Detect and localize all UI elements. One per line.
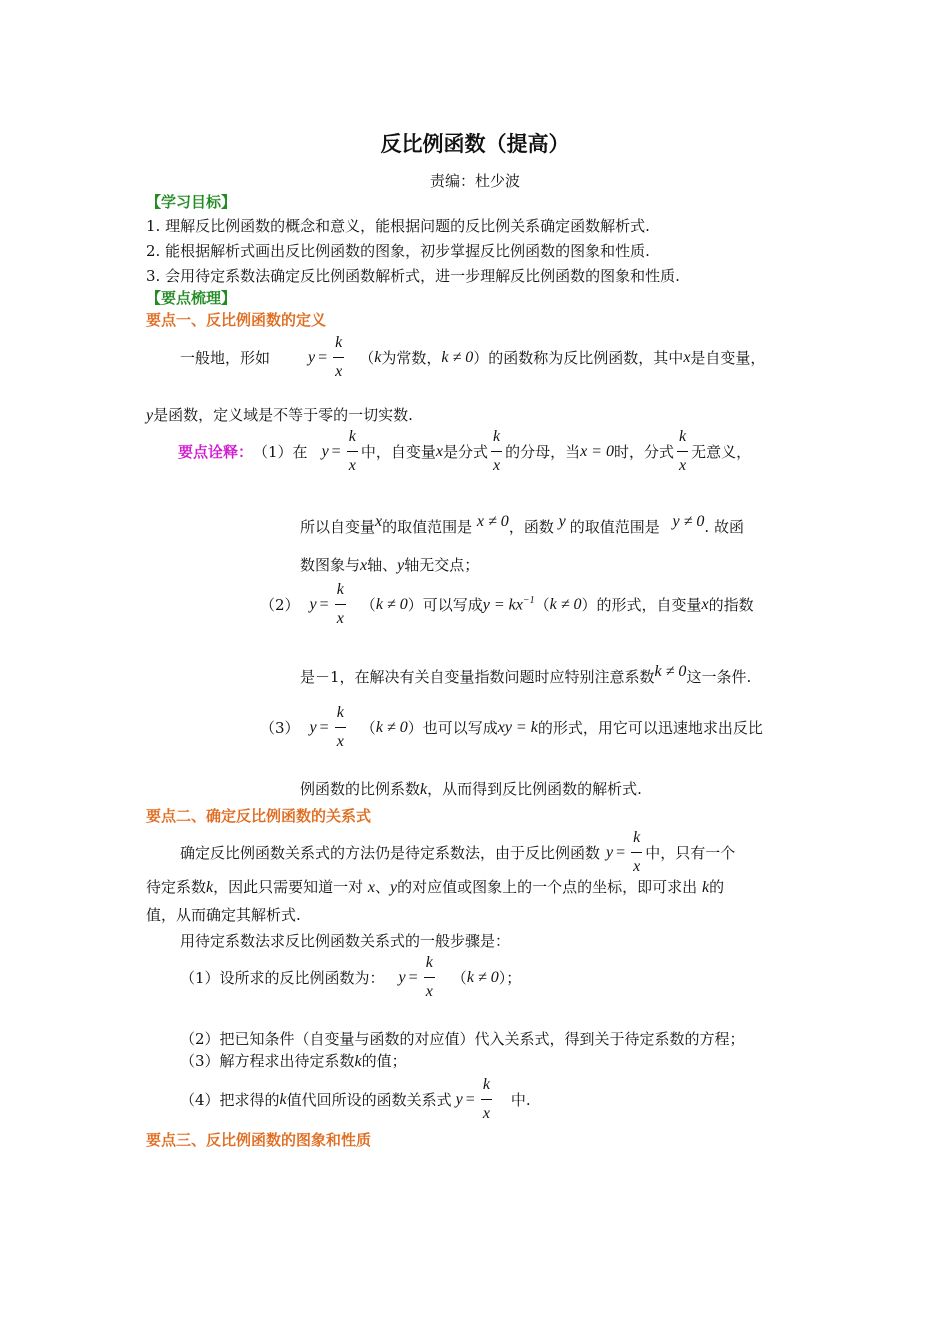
page-title: 反比例函数（提高） <box>380 131 570 156</box>
point3-heading: 要点三、反比例函数的图象和性质 <box>146 1131 372 1149</box>
definition-line-2: y是函数，定义域是不等于零的一切实数. <box>146 406 413 424</box>
step-3: （3）解方程求出待定系数k的值； <box>180 1052 407 1070</box>
note-1-line-1: 要点诠释： （1）在 y = $\frac{k}{x}$ 中，自变量 x 是分式 $\frac{k}{x}$ 的分母，当 x = 0 时，分式 $\frac{k}{x}$ 无意义， <box>178 428 752 475</box>
note-1-line-3: 数图象与x轴、y轴无交点； <box>300 556 480 574</box>
point2-heading: 要点二、确定反比例函数的关系式 <box>146 807 372 825</box>
note-3-line-2: 例函数的比例系数k，从而得到反比例函数的解析式. <box>300 780 642 798</box>
step-4: （4）把求得的 k 值代回所设的函数关系式 y = $\frac{k}{x}$ 中. <box>180 1076 531 1123</box>
step-1: （1）设所求的反比例函数为： y = $\frac{k}{x}$ （ k ≠ 0 ）； <box>180 954 522 1001</box>
summary-heading: 【要点梳理】 <box>146 289 237 307</box>
fraction-k-over-x: $\frac{k}{x}$ <box>335 334 343 381</box>
point2-line-3: 值，从而确定其解析式. <box>146 906 301 924</box>
point1-heading: 要点一、反比例函数的定义 <box>146 311 327 329</box>
note-2-line-2: 是－1，在解决有关自变量指数问题时应特别注意系数k ≠ 0这一条件. <box>300 663 752 686</box>
goals-heading: 【学习目标】 <box>146 193 237 211</box>
goal-item: 3. 会用待定系数法确定反比例函数解析式，进一步理解反比例函数的图象和性质. <box>146 267 680 285</box>
author-line: 责编：杜少波 <box>429 172 520 190</box>
goal-item: 1. 理解反比例函数的概念和意义，能根据问题的反比例关系确定函数解析式. <box>146 217 650 235</box>
goal-item: 2. 能根据解析式画出反比例函数的图象，初步掌握反比例函数的图象和性质. <box>146 242 650 260</box>
note-3-line-1: （3） y = $\frac{k}{x}$ （ k ≠ 0 ）也可以写成 xy = k 的形式，用它可以迅速地求出反比 <box>260 704 763 751</box>
point2-line-2: 待定系数k，因此只需要知道一对 x、y的对应值或图象上的一个点的坐标，即可求出 k的 <box>146 878 725 896</box>
definition-line: 一般地，形如 y = $\frac{k}{x}$ （ k 为常数， k ≠ 0 ）的函数称为反比例函数，其中 x 是自变量， <box>180 334 766 381</box>
step-2: （2）把已知条件（自变量与函数的对应值）代入关系式，得到关于待定系数的方程； <box>180 1030 745 1048</box>
point2-line-1: 确定反比例函数关系式的方法仍是待定系数法，由于反比例函数 y = $\frac{k}{x}$ 中，只有一个 <box>180 829 736 876</box>
point2-line-4: 用待定系数法求反比例函数关系式的一般步骤是： <box>180 932 511 950</box>
note-1-line-2: 所以自变量x的取值范围是 x ≠ 0，函数 y 的取值范围是 y ≠ 0. 故函 <box>300 513 744 536</box>
note-2-line-1: （2） y = $\frac{k}{x}$ （ k ≠ 0 ）可以写成 $y = kx^{-1}$ （ k ≠ 0 ）的形式，自变量 x 的指数 <box>260 581 754 628</box>
